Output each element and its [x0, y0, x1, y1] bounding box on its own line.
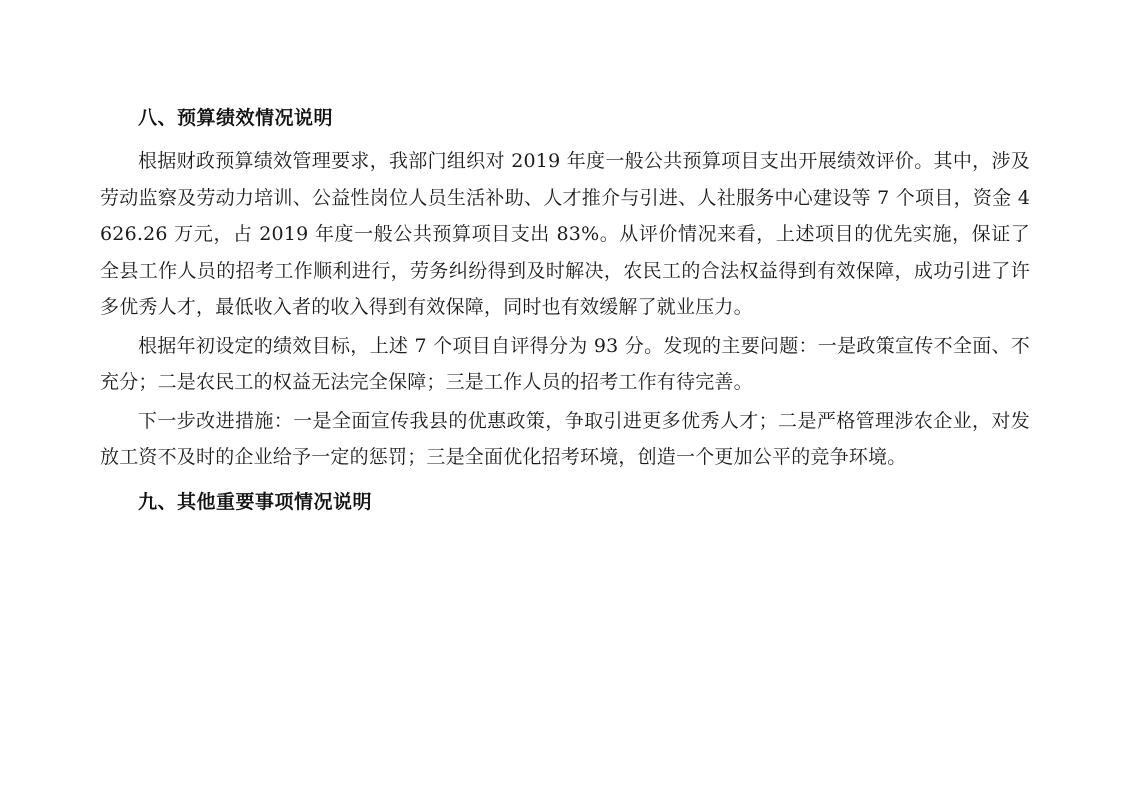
- paragraph-performance-evaluation: 根据财政预算绩效管理要求，我部门组织对 2019 年度一般公共预算项目支出开展绩效评价。其中，涉及劳动监察及劳动力培训、公益性岗位人员生活补助、人才推介与引进、人社服务中心建设等 7 个项目，资金 4626.26 万元，占 2019 年度一般公共预算项目支出 83%。从评价情况来看，上述项目的优先实施，保证了全县工作人员的招考工作顺利进行，劳务纠纷得到及时解决，农民工的合法权益得到有效保障，成功引进了许多优秀人才，最低收入者的收入得到有效保障，同时也有效缓解了就业压力。: [100, 150, 1030, 319]
- section-heading-other-matters: 九、其他重要事项情况说明: [138, 490, 373, 513]
- paragraph-improvement-measures: 下一步改进措施：一是全面宣传我县的优惠政策，争取引进更多优秀人才；二是严格管理涉农企业，对发放工资不及时的企业给予一定的惩罚；三是全面优化招考环境，创造一个更加公平的竞争环境。: [100, 409, 1030, 469]
- paragraph-self-assessment-score: 根据年初设定的绩效目标，上述 7 个项目自评得分为 93 分。发现的主要问题：一是政策宣传不全面、不充分；二是农民工的权益无法完全保障；三是工作人员的招考工作有待完善。: [100, 334, 1030, 394]
- section-heading-budget-performance: 八、预算绩效情况说明: [138, 107, 334, 129]
- document-body: [100, 104, 1030, 517]
